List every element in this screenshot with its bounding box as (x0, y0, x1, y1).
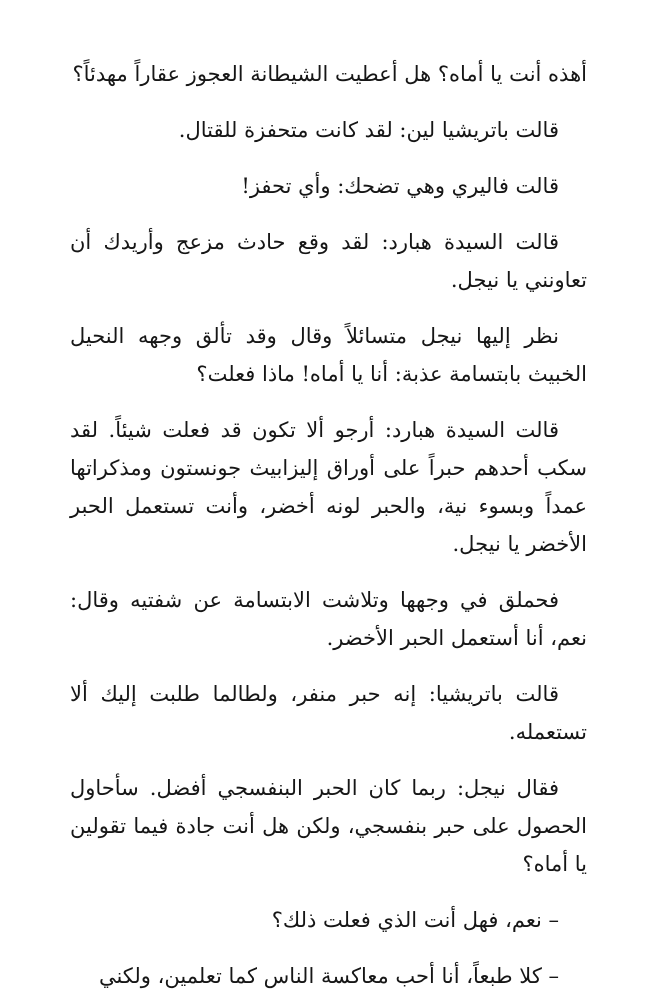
dialog-line-2: – كلا طبعاً، أنا أحب معاكسة الناس كما تعلمين، ولكني (98, 964, 559, 988)
paragraph-8: قالت باتريشيا: إنه حبر منفر، ولطالما طلبت إليك ألا تستعمله. (70, 682, 587, 744)
paragraph-9: فقال نيجل: ربما كان الحبر البنفسجي أفضل. سأحاول الحصول على حبر بنفسجي، ولكن هل أنت جادة فيما تقولين يا أماه؟ (70, 776, 587, 876)
paragraph-7: فحملق في وجهها وتلاشت الابتسامة عن شفتيه وقال: نعم، أنا أستعمل الحبر الأخضر. (70, 588, 587, 650)
paragraph-2: قالت باتريشيا لين: لقد كانت متحفزة للقتال. (178, 118, 559, 142)
dialog-line-1: – نعم، فهل أنت الذي فعلت ذلك؟ (271, 908, 559, 932)
paragraph-6: قالت السيدة هبارد: أرجو ألا تكون قد فعلت شيئاً. لقد سكب أحدهم حبراً على أوراق إليزابيث جونستون ومذكراتها عمداً وبسوء نية، والحبر لونه أخضر، وأنت تستعمل الحبر الأخضر يا نيجل. (70, 418, 587, 556)
paragraph-4: قالت السيدة هبارد: لقد وقع حادث مزعج وأريدك أن تعاونني يا نيجل. (70, 230, 587, 292)
paragraph-1: أهذه أنت يا أماه؟ هل أعطيت الشيطانة العجوز عقاراً مهدئاً؟ (72, 62, 587, 86)
paragraph-3: قالت فاليري وهي تضحك: وأي تحفز! (241, 174, 559, 198)
paragraph-5: نظر إليها نيجل متسائلاً وقال وقد تألق وجهه النحيل الخبيث بابتسامة عذبة: أنا يا أماه! ماذا فعلت؟ (70, 324, 587, 386)
